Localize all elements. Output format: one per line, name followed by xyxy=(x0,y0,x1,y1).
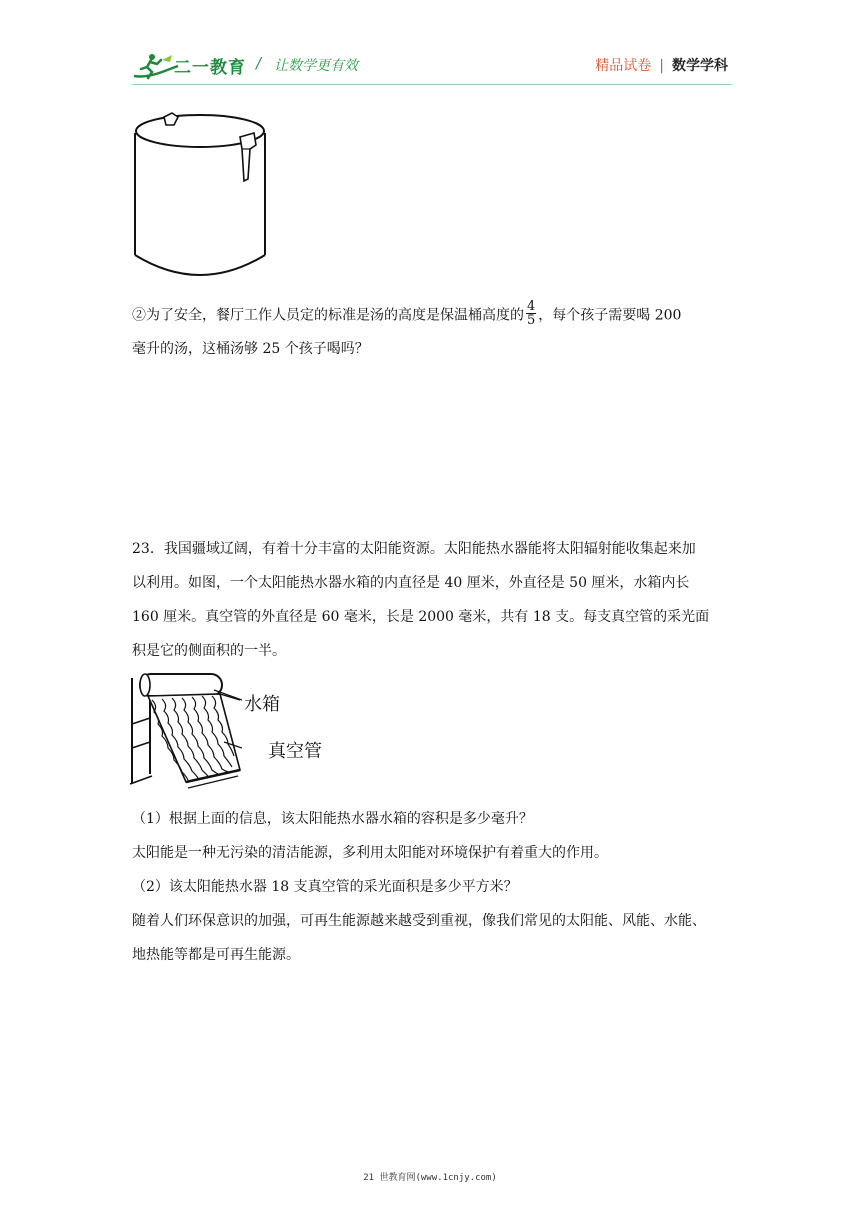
fraction-denominator: 5 xyxy=(527,313,536,328)
fraction-numerator: 4 xyxy=(527,299,536,314)
fraction-four-fifths xyxy=(526,300,536,327)
solar-water-heater-figure xyxy=(128,666,242,790)
q23-sub1: （1）根据上面的信息，该太阳能热水器水箱的容积是多少毫升？ xyxy=(132,811,533,827)
q23-note2-line2: 地热能等都是可再生能源。 xyxy=(132,947,300,963)
logo-text: 二一教育 xyxy=(174,58,246,78)
figure-label-tube: 真空管 xyxy=(268,741,322,762)
q23-line3: 160 厘米。真空管的外直径是 60 毫米，长是 2000 毫米，共有 18 支。每支真空管的采光面 xyxy=(132,609,710,625)
badge-separator: | xyxy=(659,58,664,74)
figure-label-tank: 水箱 xyxy=(244,694,280,715)
header-right xyxy=(595,55,728,75)
q23-line4: 积是它的侧面积的一半。 xyxy=(132,643,286,659)
slogan-separator: / xyxy=(256,54,262,72)
subject-label: 数学学科 xyxy=(672,58,728,74)
q23-note2-line1: 随着人们环保意识的加强，可再生能源越来越受到重视，像我们常见的太阳能、风能、水能、 xyxy=(132,913,706,929)
q23-note1: 太阳能是一种无污染的清洁能源，多利用太阳能对环境保护有着重大的作用。 xyxy=(132,845,608,861)
q22-part2-line1 xyxy=(132,299,732,329)
q23-line2: 以利用。如图，一个太阳能热水器水箱的内直径是 40 厘米，外直径是 50 厘米，水箱内长 xyxy=(132,575,690,591)
slogan: 让数学更有效 xyxy=(274,58,358,74)
page-footer: 21 世教育网(www.1cnjy.com) xyxy=(363,1173,497,1183)
q22-part2-text: ②为了安全，餐厅工作人员定的标准是汤的高度是保温桶高度的 xyxy=(132,307,524,324)
q23-line1: 23．我国疆域辽阔，有着十分丰富的太阳能资源。太阳能热水器能将太阳辐射能收集起来加 xyxy=(132,541,696,557)
badge-label: 精品试卷 xyxy=(595,58,652,74)
header-divider xyxy=(132,84,732,85)
q22-part2-text-after: ，每个孩子需要喝 200 xyxy=(538,307,682,324)
q22-part2-line2: 毫升的汤，这桶汤够 25 个孩子喝吗？ xyxy=(132,341,369,357)
page-header xyxy=(132,48,732,84)
insulated-bucket-figure xyxy=(130,105,270,280)
q23-sub2: （2）该太阳能热水器 18 支真空管的采光面积是多少平方米？ xyxy=(132,879,518,895)
